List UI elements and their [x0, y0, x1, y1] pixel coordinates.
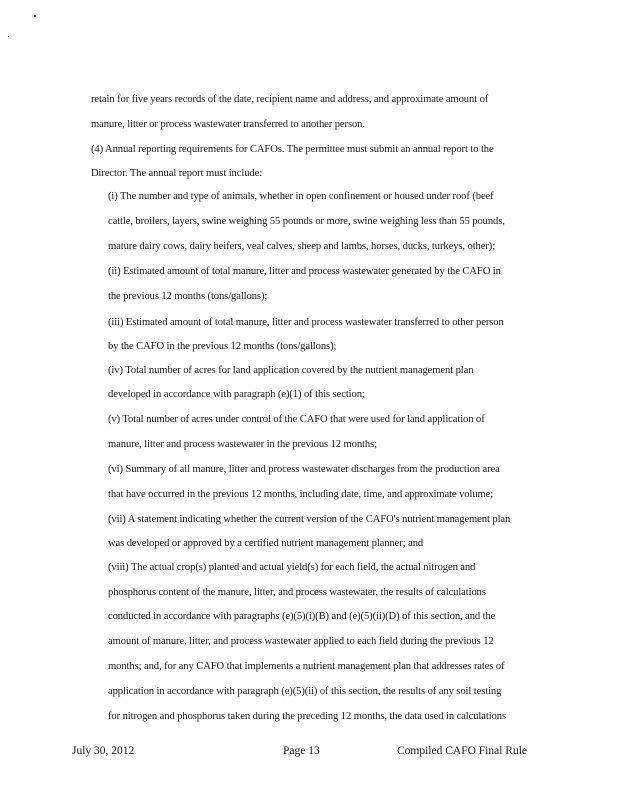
list-item-line: manure, litter and process wastewater in the previous 12 months; — [108, 439, 377, 450]
footer-date: July 30, 2012 — [72, 745, 135, 757]
list-item-line: (iv) Total number of acres for land application covered by the nutrient management plan — [108, 365, 474, 376]
list-item-line: months; and, for any CAFO that implements a nutrient management plan that addresses rates of — [108, 661, 505, 672]
body-line: Director. The annual report must include: — [91, 168, 263, 179]
section-heading-line: (4) Annual reporting requirements for CAFOs. The permittee must submit an annual report to the — [91, 144, 494, 155]
list-item-line: developed in accordance with paragraph (e)(1) of this section; — [108, 389, 365, 400]
list-item-line: mature dairy cows, dairy heifers, veal calves, sheep and lambs, horses, ducks, turkeys, other); — [108, 241, 496, 252]
list-item-line: amount of manure, litter, and process wastewater applied to each field during the previous 12 — [108, 636, 494, 647]
footer-page-number: Page 13 — [283, 745, 320, 757]
list-item-line: by the CAFO in the previous 12 months (tons/gallons); — [108, 341, 337, 352]
list-item-line: application in accordance with paragraph (e)(5)(ii) of this section, the results of any soil testing — [108, 686, 502, 697]
scan-speck — [8, 36, 9, 37]
list-item-line: conducted in accordance with paragraphs (e)(5)(i)(B) and (e)(5)(ii)(D) of this section, and the — [108, 611, 496, 622]
body-line: manure, litter or process wastewater transferred to another person. — [91, 119, 365, 130]
footer-document-title: Compiled CAFO Final Rule — [397, 745, 528, 757]
list-item-line: (vi) Summary of all manure, litter and process wastewater discharges from the production area — [108, 464, 500, 475]
list-item-line: (ii) Estimated amount of total manure, litter and process wastewater generated by the CAFO in — [108, 266, 501, 277]
list-item-line: was developed or approved by a certified nutrient management planner; and — [108, 538, 424, 549]
body-line: retain for five years records of the date, recipient name and address, and approximate amount of — [91, 94, 489, 105]
list-item-line: (i) The number and type of animals, whether in open confinement or housed under roof (beef — [108, 191, 494, 202]
list-item-line: the previous 12 months (tons/gallons); — [108, 291, 268, 302]
list-item-line: cattle, broilers, layers, swine weighing 55 pounds or more, swine weighing less than 55 pounds, — [108, 216, 505, 227]
list-item-line: (iii) Estimated amount of total manure, litter and process wastewater transferred to other person — [108, 317, 504, 328]
list-item-line: (vii) A statement indicating whether the current version of the CAFO's nutrient management plan — [108, 514, 511, 525]
list-item-line: (v) Total number of acres under control of the CAFO that were used for land application of — [108, 414, 485, 425]
list-item-line: that have occurred in the previous 12 months, including date, time, and approximate volume; — [108, 489, 494, 500]
list-item-line: (viii) The actual crop(s) planted and actual yield(s) for each field, the actual nitrogen and — [108, 562, 476, 573]
list-item-line: phosphorus content of the manure, litter, and process wastewater, the results of calculations — [108, 587, 486, 598]
list-item-line: for nitrogen and phosphorus taken during the preceding 12 months, the data used in calculations — [108, 711, 506, 722]
scan-speck — [34, 15, 36, 17]
